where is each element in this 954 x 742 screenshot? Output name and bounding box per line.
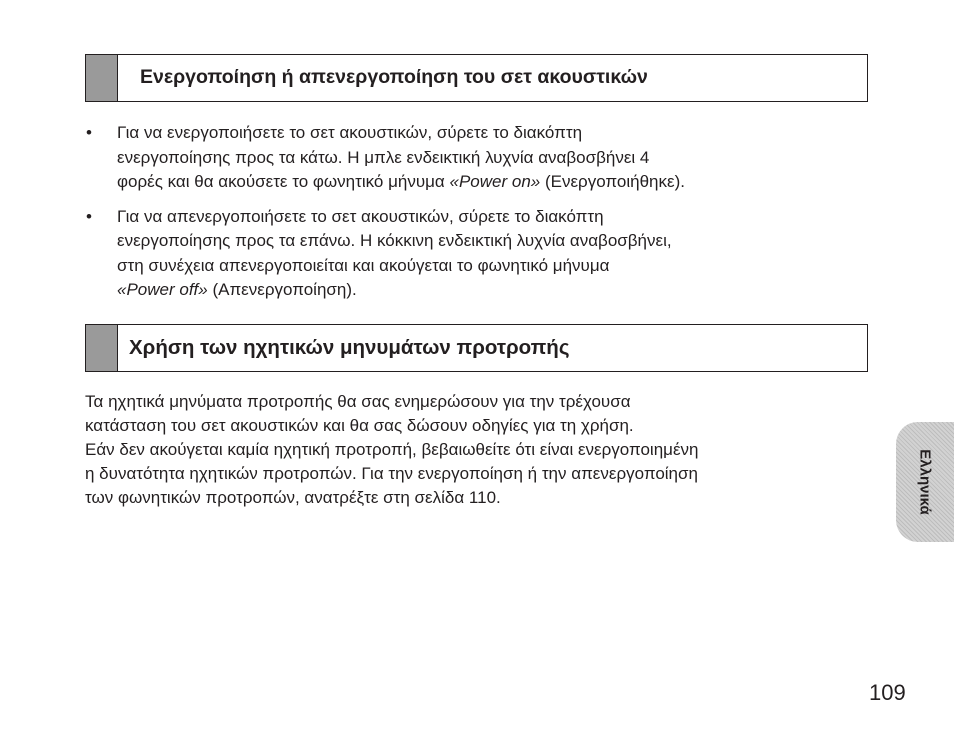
text-line: των φωνητικών προτροπών, ανατρέξτε στη σελίδα 110. — [85, 488, 501, 507]
section-header-power — [85, 54, 868, 102]
text-line: κατάσταση του σετ ακουστικών και θα σας δώσουν οδηγίες για τη χρήση. — [85, 416, 634, 435]
power-instructions-list — [86, 121, 876, 313]
text-line: Για να ενεργοποιήσετε το σετ ακουστικών, σύρετε το διακόπτη — [117, 123, 583, 142]
bullet-point: • — [86, 123, 92, 142]
list-item-power-on — [86, 121, 876, 195]
voice-prompts-paragraph — [85, 390, 885, 510]
language-tab-label: Ελληνικά — [916, 449, 934, 515]
text-segment: φορές και θα ακούσετε το φωνητικό μήνυμα — [117, 172, 450, 191]
text-line: Εάν δεν ακούγεται καμία ηχητική προτροπή, βεβαιωθείτε ότι είναι ενεργοποιημένη — [85, 440, 699, 459]
list-item-power-off — [86, 205, 876, 303]
text-segment: (Ενεργοποιήθηκε). — [540, 172, 685, 191]
section-title-power: Ενεργοποίηση ή απενεργοποίηση του σετ ακουστικών — [140, 66, 648, 89]
text-line: η δυνατότητα ηχητικών προτροπών. Για την ενεργοποίηση ή την απενεργοποίηση — [85, 464, 698, 483]
voice-message-power-on: «Power on» — [449, 172, 541, 191]
text-line: Για να απενεργοποιήσετε το σετ ακουστικών, σύρετε το διακόπτη — [117, 206, 604, 226]
text-line: ενεργοποίησης προς τα επάνω. Η κόκκινη ενδεικτική λυχνία αναβοσβήνει, — [117, 231, 672, 250]
text-segment: (Απενεργοποίηση). — [207, 280, 357, 299]
text-line — [117, 170, 876, 195]
section-title-voice-prompts: Χρήση των ηχητικών μηνυμάτων προτροπής — [129, 335, 570, 359]
section-marker — [86, 55, 118, 101]
section-header-voice-prompts — [85, 324, 868, 372]
language-tab — [896, 422, 954, 542]
section-marker — [86, 325, 118, 371]
text-line: ενεργοποίησης προς τα κάτω. Η μπλε ενδεικτική λυχνία αναβοσβήνει 4 — [117, 147, 650, 167]
text-line — [117, 278, 876, 303]
text-line: Τα ηχητικά μηνύματα προτροπής θα σας ενημερώσουν για την τρέχουσα — [85, 392, 631, 411]
voice-message-power-off: «Power off» — [117, 280, 208, 299]
bullet-point: • — [86, 206, 92, 226]
text-line: στη συνέχεια απενεργοποιείται και ακούγεται το φωνητικό μήνυμα — [117, 255, 610, 275]
page-number: 109 — [869, 680, 906, 705]
